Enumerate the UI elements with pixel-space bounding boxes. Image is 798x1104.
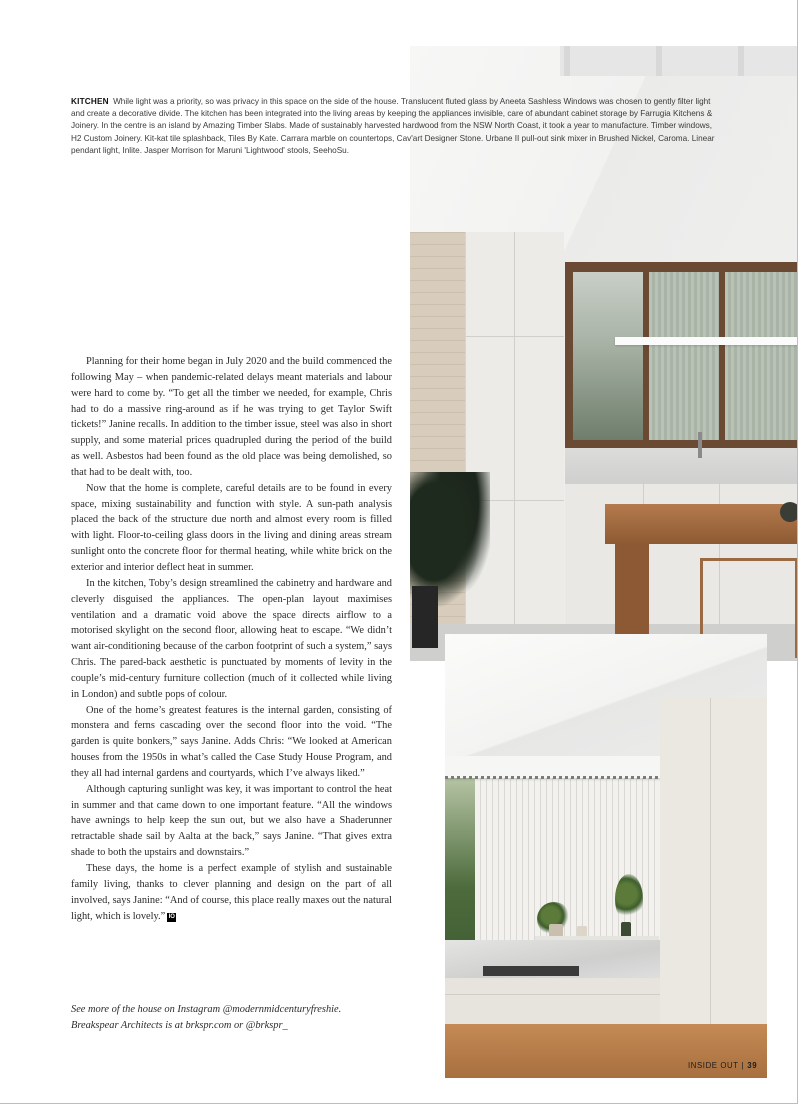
article-paragraph: In the kitchen, Toby’s design streamlined the cabinetry and hardware and cleverly disguised the appliances. The open-plan layout maximises ventilation and a dramatic void above the space directs airflow to a motorised skylight on the second floor, allowing heat to escape. “We didn’t want air-conditioning because of the carbon footprint of such a system,” says Chris. The pared-back aesthetic is punctuated by moments of levity in the couple’s mid-century furniture collection (much of it collected while living in London) and subtle pops of colour. <box>71 577 392 700</box>
tall-cabinetry <box>660 698 767 1038</box>
kitchen-photo-secondary <box>445 634 767 1078</box>
article-paragraph-last <box>71 861 392 924</box>
article-paragraph: Although capturing sunlight was key, it was important to control the heat in summer and that came down to one important feature. “All the windows have awnings to help keep the sun out, but we also have a Shaderunner retractable shade sail by Aalta at the back,” says Janine. “That gives extra shade to both the upstairs and downstairs.” <box>71 783 392 859</box>
cooktop <box>483 966 579 976</box>
credit-architects: Breakspear Architects is at brkspr.com or @brkspr_ <box>71 1019 288 1031</box>
plant <box>615 874 643 924</box>
article-paragraph: One of the home’s greatest features is the internal garden, consisting of monstera and ferns cascading over the second floor into the void. “The garden is quite bonkers,” says Janine. Adds Chris: “We looked at American houses from the 1950s in what’s called the Case Study House Program, and they all had internal gardens and courtyards, which I’ve always liked.” <box>71 704 392 779</box>
photo-caption <box>71 96 721 157</box>
linear-pendant-light <box>445 756 675 778</box>
folio-separator: | <box>741 1061 745 1070</box>
timber-island <box>605 504 798 544</box>
plant-pot <box>412 586 438 648</box>
bowl <box>780 502 798 522</box>
marble-countertop <box>565 448 798 484</box>
page-number: 39 <box>747 1061 758 1070</box>
end-of-article-mark: IO <box>168 913 175 920</box>
sink-mixer <box>698 432 702 458</box>
garden-window <box>445 774 475 964</box>
page-folio <box>688 1061 757 1070</box>
skylight <box>560 46 798 76</box>
article-credits <box>71 1002 401 1034</box>
credit-instagram: See more of the house on Instagram @modernmidcenturyfreshie. <box>71 1004 342 1015</box>
magazine-name: INSIDE OUT <box>688 1061 739 1070</box>
linear-pendant-light <box>615 337 798 345</box>
caption-text: While light was a priority, so was privacy in this space on the side of the house. Translucent fluted glass by Aneeta Sashless Windows was chosen to gently filter light and create a decorative divide. The kitchen has been integrated into the living areas by keeping the appliances invisible, care of abundant cabinet storage by Farrugia Kitchens & Joinery. In the centre is an island by Amazing Timber Slabs. Made of sustainably harvested hardwood from the NSW North Coast, it took a year to manufacture. Timber windows, H2 Custom Joinery. Kit-kat tile splashback, Tiles By Kate. Carrara marble on countertops, Cav'art Designer Stone. Urbane II pull-out sink mixer in Brushed Nickel, Caroma. Linear pendant light, Inlite. Jasper Morrison for Maruni 'Lightwood' stools, SeehoSu. <box>71 97 715 155</box>
article-paragraph: Planning for their home began in July 2020 and the build commenced the following May – when pandemic-related delays meant materials and labour were hard to come by. “To get all the timber we needed, for example, Chris had to do a massive ring-around as if he was trying to get Taylor Swift tickets!” Janine recalls. In addition to the timber issue, steel was also in short supply, and some material prices quadrupled during the period of the build as well. Asbestos had been found as the old place was being demolished, so that had to be dealt with, too. <box>71 356 392 478</box>
caption-label: KITCHEN <box>71 97 109 106</box>
article-body <box>71 354 392 924</box>
article-paragraph-text: These days, the home is a perfect example of stylish and sustainable family living, thanks to clever planning and design on the part of all involved, says Janine: “And of course, this place really maxes out the natural light, which is lovely.” <box>71 863 392 922</box>
article-paragraph: Now that the home is complete, careful details are to be found in every space, mixing sustainability and function with style. A sun-path analysis placed the back of the structure due north and almost every room is filled with light. Floor-to-ceiling glass doors in the living and dining areas stream sunlight onto the concrete floor for thermal heating, while white brick on the exterior and interior deflect heat in summer. <box>71 482 392 573</box>
